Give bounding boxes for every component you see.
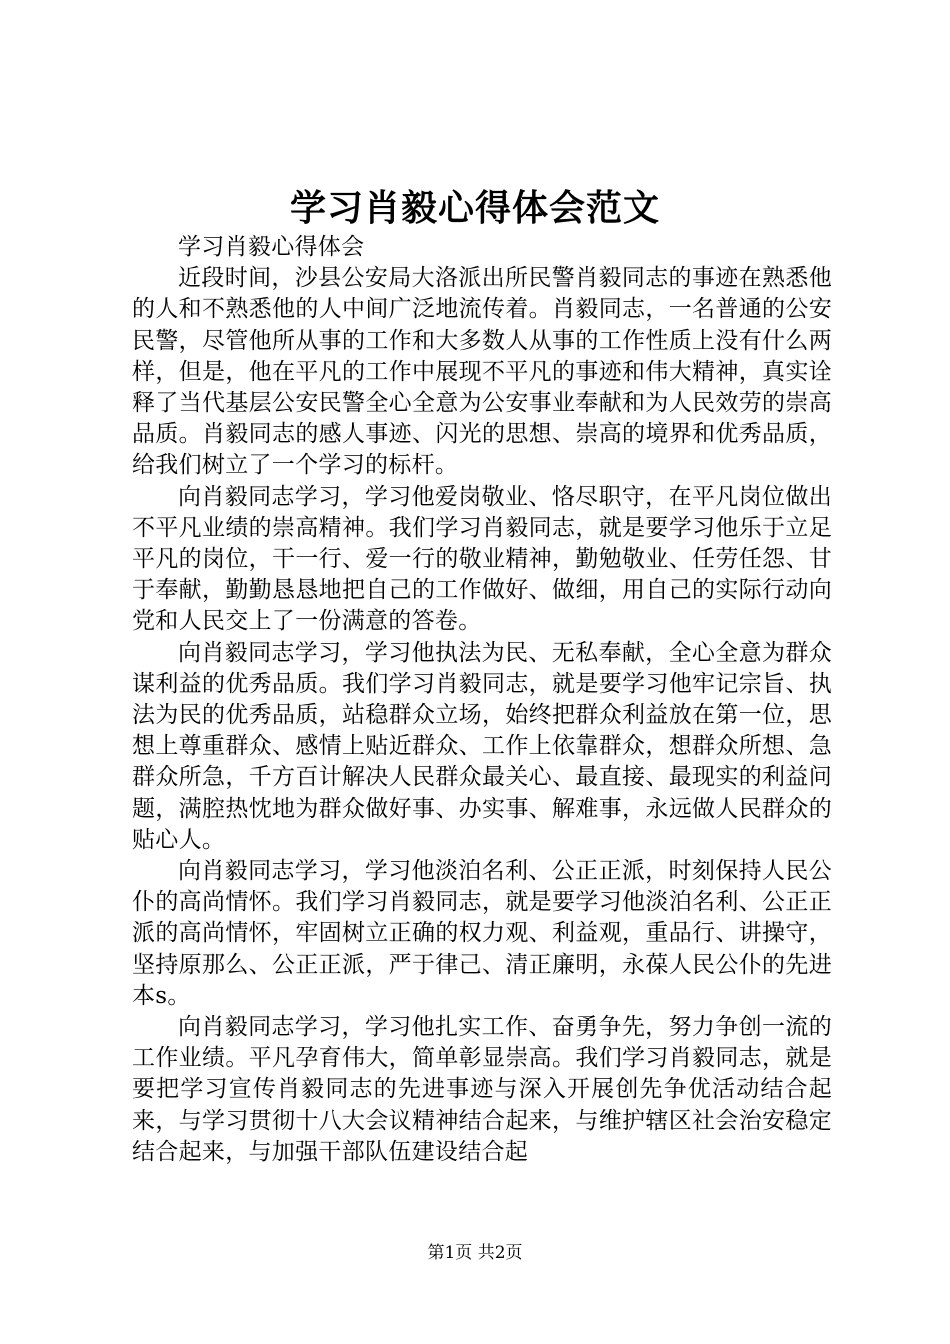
document-title: 学习肖毅心得体会范文 (289, 187, 660, 229)
subtitle-paragraph: 学习肖毅心得体会 (178, 234, 365, 260)
body-paragraph: 近段时间，沙县公安局大洛派出所民警肖毅同志的事迹在熟悉他的人和不熟悉他的人中间广泛地流传着。肖毅同志，一名普通的公安民警，尽管他所从事的工作和大多数人从事的工作性质上没有什么两样，但是，他在平凡的工作中展现不平凡的事迹和伟大精神，真实诠释了当代基层公安民警全心全意为公安事业奉献和为人民效劳的崇高品质。肖毅同志的感人事迹、闪光的思想、崇高的境界和优秀品质，给我们树立了一个学习的标杆。 (132, 265, 832, 479)
body-paragraph: 向肖毅同志学习，学习他扎实工作、奋勇争先，努力争创一流的工作业绩。平凡孕育伟大，简单彰显崇高。我们学习肖毅同志，就是要把学习宣传肖毅同志的先进事迹与深入开展创先争优活动结合起来，与学习贯彻十八大会议精神结合起来，与维护辖区社会治安稳定结合起来，与加强干部队伍建设结合起 (132, 1014, 832, 1165)
body-paragraph: 向肖毅同志学习，学习他执法为民、无私奉献，全心全意为群众谋利益的优秀品质。我们学习肖毅同志，就是要学习他牢记宗旨、执法为民的优秀品质，站稳群众立场，始终把群众利益放在第一位，思想上尊重群众、感情上贴近群众、工作上依靠群众，想群众所想、急群众所急，千方百计解决人民群众最关心、最直接、最现实的利益问题，满腔热忱地为群众做好事、办实事、解难事，永远做人民群众的贴心人。 (132, 639, 832, 853)
body-paragraph: 向肖毅同志学习，学习他爱岗敬业、恪尽职守，在平凡岗位做出不平凡业绩的崇高精神。我们学习肖毅同志，就是要学习他乐于立足平凡的岗位，干一行、爱一行的敬业精神，勤勉敬业、任劳任怨、甘于奉献，勤勤恳恳地把自己的工作做好、做细，用自己的实际行动向党和人民交上了一份满意的答卷。 (132, 483, 832, 635)
body-paragraph: 向肖毅同志学习，学习他淡泊名利、公正正派，时刻保持人民公仆的高尚情怀。我们学习肖毅同志，就是要学习他淡泊名利、公正正派的高尚情怀，牢固树立正确的权力观、利益观，重品行、讲操守，坚持原那么、公正正派，严于律己、清正廉明，永葆人民公仆的先进本s。 (132, 858, 832, 1009)
page-footer: 第1页 共2页 (427, 1243, 523, 1263)
document-body (132, 232, 832, 1168)
